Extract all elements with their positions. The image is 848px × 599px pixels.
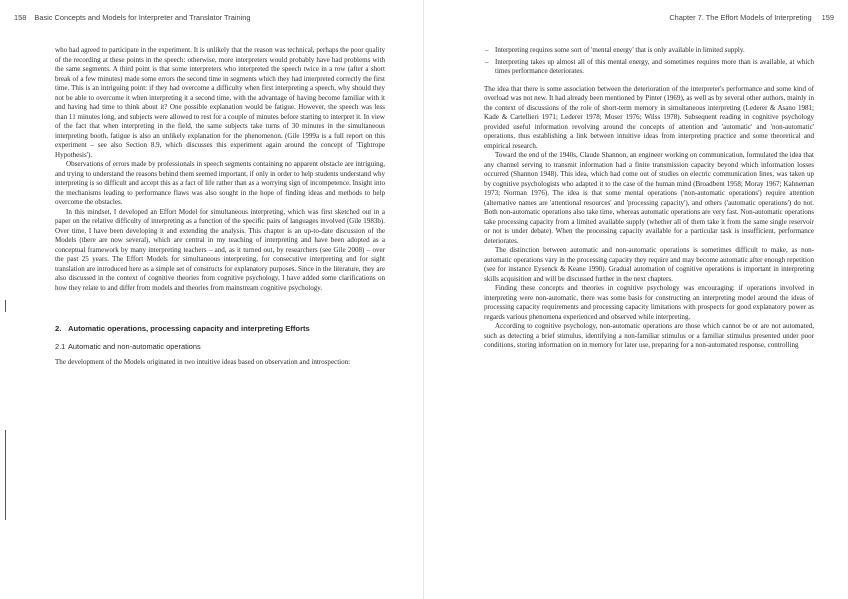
- body-paragraph: The idea that there is some association between the deterioration of the interpreter's performance and some kind of overload was not new. It had already been mentioned by Pinter (1969), as well as by several other authors, mainly in the context of discussions of the role of short-term memory in simultaneous interpreting (Lederer & Asano 1981; Kade & Cartellieri 1971; Lederer 1978; Moser 1976; Wilss 1978). Subsequent reading in cognitive psychology provided useful information revolving around the concepts of attention and 'automatic' and 'non-automatic' operations, thus establishing a link between intuitive ideas from interpreting practice and some theoretical and empirical research.: [484, 84, 814, 150]
- body-paragraph: who had agreed to participate in the experiment. It is unlikely that the reason was technical, perhaps the poor quality of the recording at these points in the speech: otherwise, more interpreters would probably have had problems with the same segments. A third point is that some interpreters who interpreted the speech twice in a row (after a short break of a few minutes) made some errors the second time in segments which they had interpreted correctly the first time. This is an intriguing point: if they had overcome a difficulty when first interpreting a speech, why should they not be able to overcome it when interpreting it a second time, with the advantage of having become familiar with it and having had time to think about it? One possible explanation would be fatigue. However, the speech was less than 11 minutes long, and subjects were allowed to rest for a couple of minutes before starting to interpret it. In view of the fact that when interpreting in the field, the same subjects take turns of 30 minutes in the simultaneous interpreting booth, fatigue is also an unlikely explanation for the phenomenon. (Gile 1999a is a full report on this experiment – see also Section 8.9, which discusses this experiment again around the concept of 'Tightrope Hypothesis').: [55, 46, 385, 159]
- running-head-right: [669, 13, 834, 25]
- page-number-left: 158: [14, 13, 27, 22]
- body-paragraph: Finding these concepts and theories in cognitive psychology was encouraging: if operations involved in interpreting were non-automatic, there was some basis for constructing an interpreting model around the ideas of processing capacity requirements and processing capacity limitations with prospects for good explanatory power as regards various phenomena experienced and observed while interpreting.: [484, 284, 814, 321]
- right-text-column: [484, 46, 814, 351]
- list-item: – Interpreting takes up almost all of this mental energy, and sometimes requires more than is available, at which times performance deteriorates.: [484, 58, 814, 77]
- body-paragraph: According to cognitive psychology, non-automatic operations are those which cannot be or are not automated, such as detecting a brief stimulus, identifying a non-familiar stimulus or a familiar stimulus presented under poor conditions, storing information on in memory for later use, preparing for a non-automated response, controlling: [484, 322, 814, 349]
- dash-list: [484, 46, 814, 77]
- body-paragraph: The development of the Models originated in two intuitive ideas based on observation and introspection:: [55, 358, 351, 366]
- right-page: [424, 0, 848, 599]
- running-head-title-left: Basic Concepts and Models for Interpreter and Translator Training: [34, 13, 251, 22]
- section-number: 2.: [55, 324, 62, 333]
- subsection-number: 2.1: [55, 342, 66, 351]
- subsection-heading: [55, 342, 385, 352]
- body-paragraph: The distinction between automatic and non-automatic operations is sometimes difficult to make, as non-automatic operations vary in the processing capacity they require and may become automatic after enough repetition (see for instance Eysenck & Keane 1990). Gradual automation of cognitive operations is important in interpreting skills acquisition and will be discussed further in the next chapters.: [484, 246, 814, 283]
- section-title: Automatic operations, processing capacity and interpreting Efforts: [68, 324, 310, 333]
- running-head-title-right: Chapter 7. The Effort Models of Interpreting: [669, 13, 812, 22]
- body-paragraph: Observations of errors made by professionals in speech segments containing no apparent obstacle are intriguing, and trying to understand the reasons behind them seemed important, if only in order to help students understand why interpreting is so difficult and accept this as a fact of life rather than as a worrying sign of incompetence. Insight into the mechanisms leading to performance flaws was also sought in the hope of finding ideas and methods to help overcome the obstacles.: [55, 160, 385, 206]
- running-head-left: [14, 13, 251, 25]
- section-heading: [55, 324, 385, 334]
- page-edge-mark: [5, 430, 6, 520]
- left-text-column: [55, 46, 385, 368]
- subsection-title: Automatic and non-automatic operations: [68, 342, 201, 351]
- page-edge-mark: [5, 300, 6, 312]
- page-number-right: 159: [821, 13, 834, 22]
- list-item: – Interpreting requires some sort of 'mental energy' that is only available in limited supply.: [484, 46, 814, 56]
- body-paragraph: Toward the end of the 1940s, Claude Shannon, an engineer working on communication, formulated the idea that any channel serving to transmit information had a finite transmission capacity beyond which information losses occurred (Shannon 1948). This idea, which had come out of studies on electric communication lines, was taken up by cognitive psychologists who adapted it to the case of the human mind (Broadbent 1958; Moray 1967; Kahneman 1973; Norman 1976). The idea is that some mental operations ('non-automatic operations') require attention (alternative names are 'attentional resources' and 'processing capacity'), and others ('automatic operations') do not. Both non-automatic operations also take time, whereas automatic operations are very fast. Non-automatic operations take processing capacity from a limited available supply (whether all of them take it from the same single reservoir or not is under debate). When the processing capacity available for a particular task is insufficient, performance deteriorates.: [484, 151, 814, 245]
- body-paragraph: In this mindset, I developed an Effort Model for simultaneous interpreting, which was first sketched out in a paper on the relative difficulty of interpreting as a function of the specific pairs of languages involved (Gile 1983b). Over time, I have been developing it and extending the analysis. This chapter is an up-to-date discussion of the Models (there are now several), which are central in my teaching of interpreting and have been adopted as a conceptual framework by many interpreting teachers – and, as it turned out, by researchers (see Gile 2008) – over the past 25 years. The Effort Models for simultaneous interpreting, for consecutive interpreting and for sight translation are introduced here as a simple set of constructs for explanatory purposes. Since in the literature, they are also discussed in the context of cognitive theories from cognitive psychology, I have added some clarifications on how they relate to and differ from models and theories from mainstream cognitive psychology.: [55, 207, 385, 292]
